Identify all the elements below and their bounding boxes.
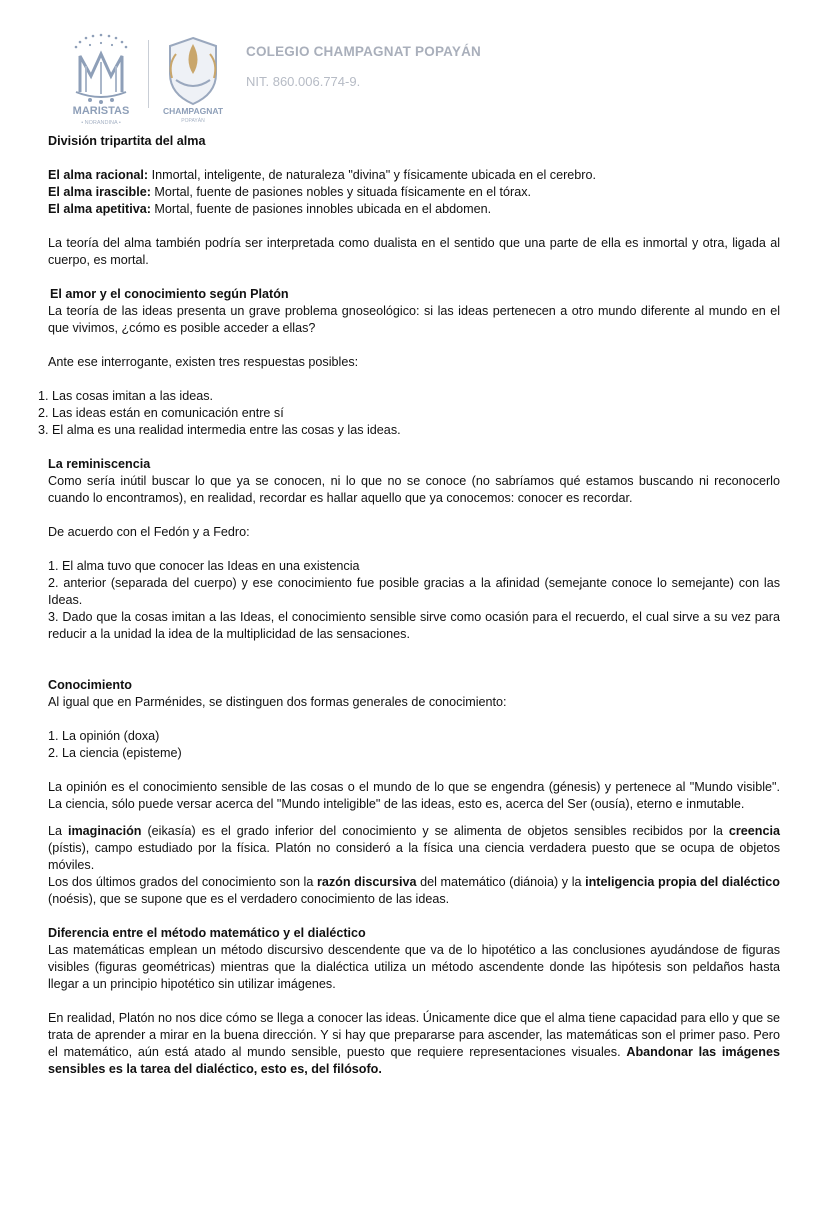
- section-title-reminiscencia: La reminiscencia: [48, 457, 151, 471]
- grados-post: (noésis), que se supone que es el verdadero conocimiento de las ideas.: [48, 892, 450, 906]
- alma-irascible-label: El alma irascible:: [48, 185, 151, 199]
- champagnat-logo: [158, 34, 228, 124]
- maristas-logo-text: MARISTAS: [72, 105, 130, 117]
- conocimiento-intro: Al igual que en Parménides, se distinguen dos formas generales de conocimiento:: [48, 695, 507, 709]
- list-item: 2. anterior (separada del cuerpo) y ese conocimiento fue posible gracias a la afinidad (semejante conoce lo semejante) con las Ideas.: [48, 576, 780, 607]
- reminiscencia-paragraph: Como sería inútil buscar lo que ya se conocen, ni lo que no se conoce (no sabríamos qué estamos buscando ni reconocerlo cuando lo encontramos), en realidad, recordar es hallar aquello que ya conocemos: conocer es recordar.: [48, 474, 780, 505]
- alma-racional-label: El alma racional:: [48, 168, 149, 182]
- maristas-logo-subtext: • NORANDINA •: [81, 120, 121, 126]
- grados-pre: Los dos últimos grados del conocimiento son la: [48, 875, 317, 889]
- final-paragraph: [48, 1010, 780, 1078]
- amor-intro-paragraph: La teoría de las ideas presenta un grave problema gnoseológico: si las ideas pertenecen a otro mundo diferente al mundo en el que vivimos, ¿cómo es posible acceder a ellas?: [48, 304, 780, 335]
- maristas-logo: [66, 32, 136, 128]
- respuestas-list: [38, 388, 780, 439]
- champagnat-logo-subtext: POPAYÁN: [181, 118, 205, 124]
- opinion-paragraph: La opinión es el conocimiento sensible de las cosas o el mundo de lo que se engendra (génesis) y pertenece al "Mundo visible". La ciencia, sólo puede versar acerca del "Mundo inteligible" de las ideas, esto es, acerca del Ser (ousía), eterno e inmutable.: [48, 780, 780, 811]
- grados-paragraph: [48, 874, 780, 908]
- alma-irascible-text: Mortal, fuente de pasiones nobles y situada físicamente en el tórax.: [150, 185, 532, 199]
- diferencia-paragraph: Las matemáticas emplean un método discursivo descendente que va de lo hipotético a las conclusiones ayudándose de figuras visibles (figuras geométricas) mientras que la dialéctica utiliza un método ascendente donde las hipótesis son peldaños hasta llegar a un principio hipotético sin utilizar imágenes.: [48, 943, 780, 991]
- imaginacion-term: imaginación: [67, 824, 142, 838]
- alma-racional-text: Inmortal, inteligente, de naturaleza "divina" y físicamente ubicada en el cerebro.: [148, 168, 596, 182]
- list-item: 3. Dado que la cosas imitan a las Ideas, el conocimiento sensible sirve como ocasión para el recuerdo, el cual sirve a su vez para reducir a la unidad la idea de la multiplicidad de las sensaciones.: [48, 610, 780, 641]
- final-bold-text: Abandonar las imágenes sensibles es la tarea del dialéctico, esto es, del filósofo.: [48, 1045, 780, 1076]
- list-item: 2. Las ideas están en comunicación entre sí: [38, 406, 284, 420]
- document-body: [38, 133, 780, 1078]
- alma-irascible-line: [48, 184, 780, 201]
- list-item: 1. El alma tuvo que conocer las Ideas en una existencia: [48, 559, 360, 573]
- list-item: 3. El alma es una realidad intermedia entre las cosas y las ideas.: [38, 423, 401, 437]
- section-title-diferencia: Diferencia entre el método matemático y el dialéctico: [48, 926, 366, 940]
- inteligencia-term: inteligencia propia del dialéctico: [585, 875, 780, 889]
- list-item: 1. La opinión (doxa): [48, 729, 160, 743]
- imaginacion-paragraph: [48, 823, 780, 874]
- alma-apetitiva-text: Mortal, fuente de pasiones innobles ubicada en el abdomen.: [150, 202, 492, 216]
- alma-apetitiva-line: [48, 201, 780, 218]
- champagnat-logo-text: CHAMPAGNAT: [162, 106, 224, 116]
- list-item: 1. Las cosas imitan a las ideas.: [38, 389, 214, 403]
- conocimiento-forms-list: [48, 728, 780, 762]
- school-name: COLEGIO CHAMPAGNAT POPAYÁN: [246, 44, 481, 59]
- school-nit: NIT. 860.006.774-9.: [246, 74, 361, 89]
- section-title-amor: El amor y el conocimiento según Platón: [50, 287, 289, 301]
- reminiscencia-list: [48, 558, 780, 643]
- creencia-term: creencia: [728, 824, 780, 838]
- alma-apetitiva-label: El alma apetitiva:: [48, 202, 151, 216]
- imaginacion-post: (pístis), campo estudiado por la física. Platón no consideró a la física una ciencia verdadera puesto que se ocupa de objetos móviles.: [48, 841, 780, 872]
- logo-divider: [148, 40, 149, 108]
- section-title-conocimiento: Conocimiento: [48, 678, 132, 692]
- imaginacion-pre: La: [48, 824, 68, 838]
- dualist-paragraph: La teoría del alma también podría ser interpretada como dualista en el sentido que una parte de ella es inmortal y otra, ligada al cuerpo, es mortal.: [48, 236, 780, 267]
- final-text: En realidad, Platón no nos dice cómo se llega a conocer las ideas. Únicamente dice que el alma tiene capacidad para ello y que se trata de aprender a mirar en la buena dirección. Y si hay que prepararse para ascender, las matemáticas son el primer paso. Pero el matemático, aún está atado al mundo sensible, puesto que requiere representaciones visuales.: [48, 1011, 780, 1059]
- grados-mid: del matemático (diánoia) y la: [416, 875, 586, 889]
- alma-racional-line: [48, 167, 780, 184]
- respuestas-question: Ante ese interrogante, existen tres respuestas posibles:: [48, 355, 359, 369]
- letterhead: [60, 30, 760, 130]
- section-title-division: División tripartita del alma: [48, 134, 206, 148]
- imaginacion-mid: (eikasía) es el grado inferior del conocimiento y se alimenta de objetos sensibles recibidos por la: [141, 824, 729, 838]
- list-item: 2. La ciencia (episteme): [48, 746, 182, 760]
- razon-term: razón discursiva: [316, 875, 417, 889]
- fedon-line: De acuerdo con el Fedón y a Fedro:: [48, 525, 250, 539]
